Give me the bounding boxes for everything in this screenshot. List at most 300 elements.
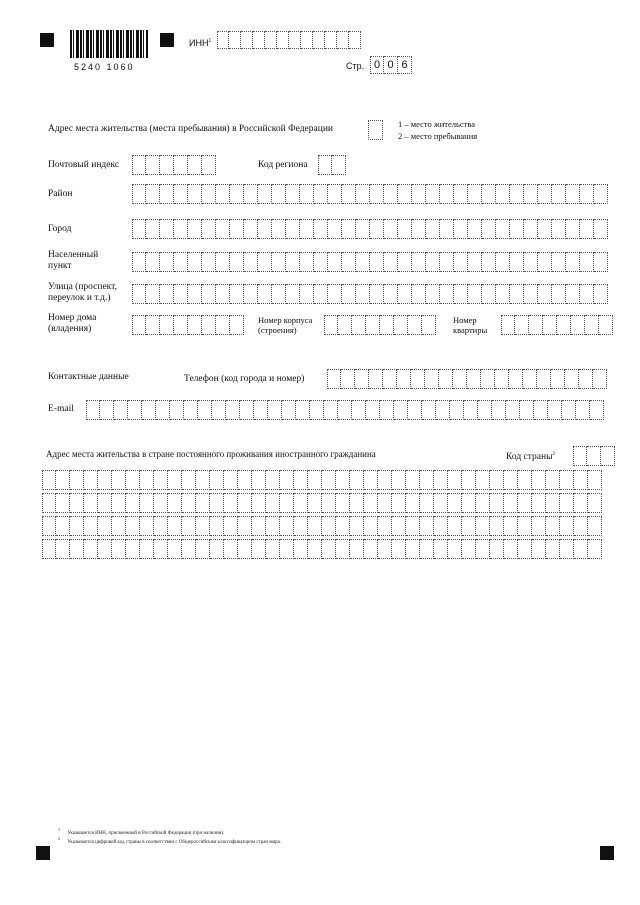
foreign-address-line-4[interactable] bbox=[42, 539, 602, 559]
field-cell bbox=[350, 493, 364, 513]
field-cell bbox=[258, 252, 272, 272]
field-cell bbox=[574, 493, 588, 513]
field-cell bbox=[537, 369, 551, 389]
field-cell bbox=[42, 493, 56, 513]
field-cell bbox=[338, 400, 352, 420]
field-cell bbox=[146, 315, 160, 335]
field-cell bbox=[436, 400, 450, 420]
field-cell bbox=[392, 493, 406, 513]
field-cell bbox=[56, 470, 70, 490]
field-cell bbox=[601, 446, 615, 466]
field-cell bbox=[170, 400, 184, 420]
field-cell bbox=[308, 493, 322, 513]
field-cell bbox=[350, 470, 364, 490]
field-cell bbox=[454, 252, 468, 272]
field-cell bbox=[532, 470, 546, 490]
district-label: Район bbox=[48, 189, 73, 199]
field-cell bbox=[310, 400, 324, 420]
field-cell bbox=[301, 31, 313, 49]
field-cell bbox=[594, 219, 608, 239]
field-cell bbox=[425, 369, 439, 389]
field-cell bbox=[426, 219, 440, 239]
field-cell bbox=[126, 516, 140, 536]
field-cell bbox=[244, 284, 258, 304]
field-cell bbox=[300, 252, 314, 272]
field-cell bbox=[594, 284, 608, 304]
field-cell bbox=[154, 539, 168, 559]
barcode bbox=[70, 30, 148, 58]
field-cell bbox=[352, 315, 366, 335]
field-cell bbox=[476, 516, 490, 536]
house-field[interactable] bbox=[132, 315, 244, 335]
field-cell bbox=[462, 539, 476, 559]
field-cell bbox=[216, 315, 230, 335]
foreign-address-title: Адрес места жительства в стране постоянного проживания иностранного гражданина bbox=[46, 449, 376, 459]
field-cell bbox=[132, 252, 146, 272]
field-cell bbox=[230, 184, 244, 204]
field-cell bbox=[202, 252, 216, 272]
field-cell bbox=[504, 516, 518, 536]
registration-marker-bottom-right bbox=[600, 846, 614, 860]
field-cell bbox=[524, 252, 538, 272]
field-cell bbox=[579, 369, 593, 389]
field-cell bbox=[448, 470, 462, 490]
country-code-label-text: Код страны bbox=[506, 452, 553, 463]
field-cell bbox=[342, 284, 356, 304]
field-cell bbox=[112, 493, 126, 513]
field-cell bbox=[515, 315, 529, 335]
field-cell bbox=[282, 400, 296, 420]
field-cell bbox=[524, 219, 538, 239]
field-cell bbox=[462, 470, 476, 490]
field-cell bbox=[560, 493, 574, 513]
field-cell bbox=[184, 400, 198, 420]
field-cell bbox=[565, 369, 579, 389]
street-label: Улица (проспект, переулок и т.д.) bbox=[48, 282, 117, 303]
field-cell bbox=[254, 400, 268, 420]
apartment-label: Номер квартиры bbox=[453, 315, 488, 335]
field-cell bbox=[314, 219, 328, 239]
field-cell bbox=[294, 516, 308, 536]
field-cell bbox=[464, 400, 478, 420]
district-field[interactable] bbox=[132, 184, 608, 204]
postal-index-field[interactable] bbox=[132, 155, 216, 175]
field-cell bbox=[538, 252, 552, 272]
field-cell bbox=[168, 493, 182, 513]
field-cell bbox=[160, 219, 174, 239]
field-cell bbox=[524, 184, 538, 204]
phone-field[interactable] bbox=[327, 369, 607, 389]
field-cell bbox=[476, 470, 490, 490]
field-cell bbox=[534, 400, 548, 420]
field-cell bbox=[370, 184, 384, 204]
field-cell bbox=[468, 284, 482, 304]
field-cell bbox=[439, 369, 453, 389]
field-cell bbox=[160, 284, 174, 304]
field-cell bbox=[434, 516, 448, 536]
region-code-field[interactable] bbox=[318, 155, 346, 175]
field-cell bbox=[182, 516, 196, 536]
field-cell bbox=[384, 284, 398, 304]
field-cell bbox=[112, 539, 126, 559]
field-cell bbox=[501, 315, 515, 335]
field-cell bbox=[56, 539, 70, 559]
field-cell bbox=[509, 369, 523, 389]
field-cell bbox=[546, 493, 560, 513]
field-cell bbox=[574, 539, 588, 559]
field-cell bbox=[224, 493, 238, 513]
field-cell bbox=[230, 219, 244, 239]
field-cell bbox=[216, 284, 230, 304]
field-cell bbox=[552, 284, 566, 304]
field-cell bbox=[224, 470, 238, 490]
field-cell bbox=[328, 284, 342, 304]
field-cell bbox=[294, 539, 308, 559]
country-code-field[interactable] bbox=[573, 446, 615, 466]
field-cell bbox=[384, 252, 398, 272]
field-cell bbox=[496, 284, 510, 304]
field-cell bbox=[356, 252, 370, 272]
field-cell bbox=[366, 400, 380, 420]
field-cell bbox=[398, 184, 412, 204]
field-cell bbox=[355, 369, 369, 389]
field-cell bbox=[378, 539, 392, 559]
field-cell bbox=[70, 470, 84, 490]
field-cell bbox=[294, 470, 308, 490]
field-cell bbox=[585, 315, 599, 335]
footnote-1-text: Указывается ИНН, присвоенный в Российской Федерации (при наличии). bbox=[67, 830, 225, 836]
field-cell bbox=[594, 252, 608, 272]
field-cell bbox=[202, 155, 216, 175]
postal-index-label: Почтовый индекс bbox=[48, 160, 120, 170]
field-cell bbox=[594, 184, 608, 204]
settlement-field[interactable] bbox=[132, 252, 608, 272]
field-cell bbox=[244, 252, 258, 272]
field-cell bbox=[450, 400, 464, 420]
field-cell bbox=[546, 516, 560, 536]
field-cell bbox=[174, 284, 188, 304]
field-cell bbox=[356, 284, 370, 304]
field-cell bbox=[342, 184, 356, 204]
field-cell bbox=[244, 219, 258, 239]
field-cell bbox=[154, 470, 168, 490]
field-cell bbox=[406, 470, 420, 490]
field-cell bbox=[188, 315, 202, 335]
field-cell bbox=[490, 470, 504, 490]
field-cell bbox=[538, 219, 552, 239]
field-cell bbox=[338, 315, 352, 335]
field-cell bbox=[599, 315, 613, 335]
field-cell bbox=[324, 315, 338, 335]
field-cell bbox=[434, 539, 448, 559]
field-cell bbox=[552, 184, 566, 204]
field-cell bbox=[212, 400, 226, 420]
field-cell bbox=[580, 284, 594, 304]
field-cell bbox=[324, 400, 338, 420]
field-cell bbox=[314, 252, 328, 272]
field-cell bbox=[384, 219, 398, 239]
foreign-address-line-3[interactable] bbox=[42, 516, 602, 536]
foreign-address-line-1[interactable] bbox=[42, 470, 602, 490]
field-cell bbox=[294, 493, 308, 513]
field-cell bbox=[566, 184, 580, 204]
field-cell bbox=[420, 516, 434, 536]
field-cell bbox=[420, 493, 434, 513]
field-cell bbox=[318, 155, 332, 175]
field-cell bbox=[188, 155, 202, 175]
field-cell bbox=[252, 539, 266, 559]
field-cell bbox=[538, 184, 552, 204]
field-cell bbox=[238, 516, 252, 536]
field-cell bbox=[188, 252, 202, 272]
field-cell bbox=[160, 155, 174, 175]
field-cell bbox=[350, 539, 364, 559]
field-cell bbox=[132, 184, 146, 204]
field-cell bbox=[352, 400, 366, 420]
field-cell bbox=[42, 470, 56, 490]
field-cell bbox=[453, 369, 467, 389]
field-cell bbox=[272, 184, 286, 204]
field-cell bbox=[252, 470, 266, 490]
field-cell bbox=[481, 369, 495, 389]
field-cell bbox=[394, 315, 408, 335]
field-cell bbox=[448, 493, 462, 513]
field-cell bbox=[380, 400, 394, 420]
field-cell bbox=[84, 470, 98, 490]
field-cell bbox=[84, 493, 98, 513]
field-cell bbox=[160, 315, 174, 335]
field-cell bbox=[98, 493, 112, 513]
apartment-field[interactable] bbox=[501, 315, 613, 335]
field-cell bbox=[356, 184, 370, 204]
field-cell bbox=[188, 284, 202, 304]
field-cell bbox=[504, 493, 518, 513]
field-cell bbox=[202, 184, 216, 204]
field-cell bbox=[146, 219, 160, 239]
field-cell bbox=[454, 284, 468, 304]
field-cell bbox=[224, 539, 238, 559]
field-cell bbox=[588, 493, 602, 513]
field-cell bbox=[210, 539, 224, 559]
registration-marker-bottom-left bbox=[36, 846, 50, 860]
field-cell bbox=[226, 400, 240, 420]
field-cell bbox=[174, 252, 188, 272]
field-cell bbox=[518, 516, 532, 536]
field-cell bbox=[216, 219, 230, 239]
field-cell bbox=[286, 252, 300, 272]
field-cell bbox=[588, 470, 602, 490]
field-cell bbox=[286, 284, 300, 304]
field-cell bbox=[482, 252, 496, 272]
field-cell bbox=[504, 470, 518, 490]
phone-label: Телефон (код города и номер) bbox=[184, 374, 305, 384]
field-cell bbox=[128, 400, 142, 420]
field-cell bbox=[384, 184, 398, 204]
field-cell bbox=[253, 31, 265, 49]
inn-footnote-mark: 1 bbox=[208, 38, 212, 44]
field-cell bbox=[454, 184, 468, 204]
field-cell bbox=[328, 219, 342, 239]
field-cell bbox=[308, 516, 322, 536]
field-cell bbox=[154, 516, 168, 536]
field-cell bbox=[210, 493, 224, 513]
field-cell bbox=[252, 493, 266, 513]
field-cell bbox=[126, 493, 140, 513]
field-cell bbox=[196, 539, 210, 559]
field-cell bbox=[336, 516, 350, 536]
field-cell bbox=[562, 400, 576, 420]
field-cell bbox=[440, 219, 454, 239]
page-number-field[interactable] bbox=[370, 56, 412, 74]
settlement-label: Населенный пункт bbox=[48, 250, 99, 271]
field-cell bbox=[325, 31, 337, 49]
field-cell bbox=[216, 252, 230, 272]
field-cell bbox=[146, 252, 160, 272]
field-cell bbox=[518, 493, 532, 513]
building-field[interactable] bbox=[324, 315, 436, 335]
field-cell bbox=[420, 470, 434, 490]
field-cell bbox=[476, 493, 490, 513]
field-cell bbox=[146, 155, 160, 175]
field-cell bbox=[300, 284, 314, 304]
field-cell bbox=[408, 315, 422, 335]
region-code-label: Код региона bbox=[258, 160, 308, 170]
field-cell bbox=[495, 369, 509, 389]
page-digit-2: 0 bbox=[384, 56, 398, 74]
field-cell bbox=[289, 31, 301, 49]
address-option-1: 1 – место жительства bbox=[398, 119, 476, 129]
field-cell bbox=[342, 219, 356, 239]
field-cell bbox=[426, 284, 440, 304]
address-type-field[interactable] bbox=[368, 120, 383, 140]
field-cell bbox=[202, 284, 216, 304]
field-cell bbox=[224, 516, 238, 536]
field-cell bbox=[210, 516, 224, 536]
email-field[interactable] bbox=[86, 400, 604, 420]
field-cell bbox=[364, 493, 378, 513]
field-cell bbox=[328, 252, 342, 272]
address-option-2: 2 – место пребывания bbox=[398, 131, 478, 141]
field-cell bbox=[98, 470, 112, 490]
field-cell bbox=[411, 369, 425, 389]
field-cell bbox=[337, 31, 349, 49]
field-cell bbox=[364, 539, 378, 559]
field-cell bbox=[272, 252, 286, 272]
field-cell bbox=[496, 252, 510, 272]
field-cell bbox=[168, 516, 182, 536]
field-cell bbox=[238, 539, 252, 559]
field-cell bbox=[398, 252, 412, 272]
field-cell bbox=[378, 470, 392, 490]
field-cell bbox=[258, 284, 272, 304]
field-cell bbox=[482, 284, 496, 304]
field-cell bbox=[84, 539, 98, 559]
field-cell bbox=[370, 219, 384, 239]
field-cell bbox=[448, 516, 462, 536]
field-cell bbox=[241, 31, 253, 49]
field-cell bbox=[154, 493, 168, 513]
field-cell bbox=[196, 493, 210, 513]
field-cell bbox=[370, 284, 384, 304]
field-cell bbox=[510, 284, 524, 304]
field-cell bbox=[265, 31, 277, 49]
field-cell bbox=[182, 470, 196, 490]
field-cell bbox=[160, 252, 174, 272]
field-cell bbox=[490, 516, 504, 536]
city-field[interactable] bbox=[132, 219, 608, 239]
field-cell bbox=[422, 315, 436, 335]
field-cell bbox=[552, 252, 566, 272]
field-cell bbox=[341, 369, 355, 389]
field-cell bbox=[258, 219, 272, 239]
field-cell bbox=[510, 252, 524, 272]
field-cell bbox=[132, 315, 146, 335]
field-cell bbox=[266, 539, 280, 559]
field-cell bbox=[574, 516, 588, 536]
field-cell bbox=[468, 252, 482, 272]
foreign-address-line-2[interactable] bbox=[42, 493, 602, 513]
registration-marker-top-right bbox=[160, 33, 174, 47]
field-cell bbox=[369, 369, 383, 389]
field-cell bbox=[462, 516, 476, 536]
field-cell bbox=[434, 470, 448, 490]
field-cell bbox=[70, 539, 84, 559]
field-cell bbox=[397, 369, 411, 389]
field-cell bbox=[230, 315, 244, 335]
field-cell bbox=[392, 516, 406, 536]
field-cell bbox=[440, 284, 454, 304]
page-digit-3: 6 bbox=[398, 56, 412, 74]
field-cell bbox=[482, 184, 496, 204]
field-cell bbox=[112, 470, 126, 490]
field-cell bbox=[198, 400, 212, 420]
field-cell bbox=[266, 516, 280, 536]
city-label: Город bbox=[48, 224, 72, 234]
field-cell bbox=[574, 470, 588, 490]
field-cell bbox=[476, 539, 490, 559]
field-cell bbox=[202, 315, 216, 335]
field-cell bbox=[140, 470, 154, 490]
field-cell bbox=[308, 470, 322, 490]
field-cell bbox=[314, 184, 328, 204]
house-label: Номер дома (владения) bbox=[48, 313, 97, 334]
field-cell bbox=[468, 219, 482, 239]
field-cell bbox=[98, 539, 112, 559]
field-cell bbox=[126, 470, 140, 490]
field-cell bbox=[478, 400, 492, 420]
street-field[interactable] bbox=[132, 284, 608, 304]
field-cell bbox=[398, 219, 412, 239]
field-cell bbox=[380, 315, 394, 335]
field-cell bbox=[196, 516, 210, 536]
email-label: E-mail bbox=[48, 404, 74, 414]
inn-field[interactable] bbox=[217, 31, 361, 49]
field-cell bbox=[524, 284, 538, 304]
field-cell bbox=[440, 184, 454, 204]
field-cell bbox=[546, 470, 560, 490]
field-cell bbox=[286, 184, 300, 204]
field-cell bbox=[518, 539, 532, 559]
field-cell bbox=[448, 539, 462, 559]
field-cell bbox=[174, 184, 188, 204]
field-cell bbox=[420, 539, 434, 559]
field-cell bbox=[349, 31, 361, 49]
field-cell bbox=[84, 516, 98, 536]
field-cell bbox=[142, 400, 156, 420]
field-cell bbox=[366, 315, 380, 335]
field-cell bbox=[496, 219, 510, 239]
field-cell bbox=[356, 219, 370, 239]
